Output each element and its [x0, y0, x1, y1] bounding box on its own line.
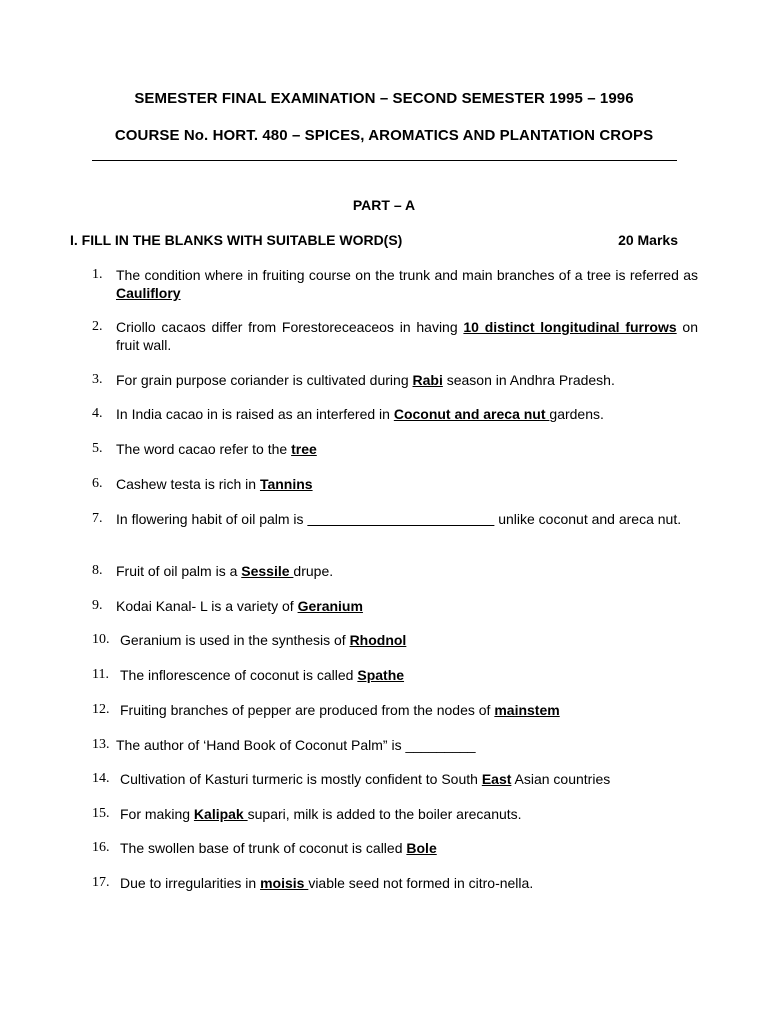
- question-text-end: on fruit wall.: [116, 319, 698, 353]
- question-text: The author of ‘Hand Book of Coconut Palm” is _________: [116, 737, 476, 753]
- question-text: Cashew testa is rich in: [116, 476, 260, 492]
- answer: Geranium: [297, 598, 363, 614]
- question-item: [92, 371, 698, 389]
- part-heading: PART – A: [352, 197, 416, 213]
- question-number: 3.: [92, 372, 103, 387]
- question-item: [92, 874, 698, 892]
- question-text: The word cacao refer to the: [116, 441, 292, 457]
- answer: Cauliflory: [116, 285, 181, 301]
- question-text: Kodai Kanal- L is a variety of: [116, 598, 298, 614]
- question-item: [92, 770, 698, 788]
- course-title: COURSE No. HORT. 480 – SPICES, AROMATICS AND PLANTATION CROPS: [114, 127, 654, 144]
- question-item: [92, 736, 698, 754]
- question-text-end: gardens.: [549, 406, 604, 422]
- question-number: 10.: [92, 632, 110, 647]
- answer: Spathe: [357, 667, 405, 683]
- question-text: Criollo cacaos differ from Forestoreceaceos in having: [116, 319, 464, 335]
- question-text: In flowering habit of oil palm is: [116, 511, 308, 527]
- exam-title: SEMESTER FINAL EXAMINATION – SECOND SEMESTER 1995 – 1996: [134, 90, 634, 107]
- question-text-end: viable seed not formed in citro-nella.: [308, 875, 534, 891]
- question-item: [92, 405, 698, 423]
- question-text-end: supari, milk is added to the boiler arecanuts.: [247, 806, 522, 822]
- question-item: [92, 475, 698, 493]
- question-number: 8.: [92, 563, 103, 578]
- question-text: For grain purpose coriander is cultivated during: [116, 372, 413, 388]
- answer: Sessile: [241, 563, 294, 579]
- question-text: Fruit of oil palm is a: [116, 563, 242, 579]
- question-number: 16.: [92, 840, 110, 855]
- question-text-end: drupe.: [293, 563, 334, 579]
- answer: mainstem: [494, 702, 560, 718]
- section-marks: 20 Marks: [618, 232, 678, 248]
- answer: tree: [291, 441, 317, 457]
- question-number: 12.: [92, 702, 110, 717]
- section-heading: [70, 232, 678, 248]
- answer: Coconut and areca nut: [393, 406, 550, 422]
- answer: Tannins: [259, 476, 313, 492]
- question-number: 15.: [92, 806, 110, 821]
- answer: East: [481, 771, 512, 787]
- question-item: [92, 631, 698, 649]
- question-item: [92, 701, 698, 719]
- answer: Rhodnol: [349, 632, 407, 648]
- question-number: 4.: [92, 406, 103, 421]
- question-number: 1.: [92, 267, 103, 282]
- question-number: 11.: [92, 667, 109, 682]
- question-number: 7.: [92, 511, 103, 526]
- question-item: [92, 597, 698, 615]
- question-item: [92, 839, 698, 857]
- question-item: [92, 666, 698, 684]
- question-item: [92, 510, 698, 528]
- answer: moisis: [260, 875, 309, 891]
- question-text-end: Asian countries: [511, 771, 611, 787]
- question-item: [92, 266, 698, 302]
- section-title: I. FILL IN THE BLANKS WITH SUITABLE WORD(S): [70, 232, 403, 248]
- question-text: The condition where in fruiting course on the trunk and main branches of a tree is referred as: [116, 267, 698, 283]
- answer: ________________________: [307, 511, 495, 527]
- question-text: Geranium is used in the synthesis of: [120, 632, 350, 648]
- question-text: Cultivation of Kasturi turmeric is mostly confident to South: [120, 771, 482, 787]
- question-number: 13.: [92, 737, 110, 752]
- question-text: The swollen base of trunk of coconut is called: [120, 840, 407, 856]
- question-text-end: unlike coconut and areca nut.: [494, 511, 682, 527]
- question-text: The inflorescence of coconut is called: [120, 667, 358, 683]
- answer: Rabi: [412, 372, 443, 388]
- divider-line: [92, 160, 677, 161]
- question-text: Fruiting branches of pepper are produced from the nodes of: [120, 702, 495, 718]
- answer: Bole: [406, 840, 437, 856]
- question-number: 14.: [92, 771, 110, 786]
- question-number: 6.: [92, 476, 103, 491]
- question-number: 9.: [92, 598, 103, 613]
- question-text: In India cacao in is raised as an interfered in: [116, 406, 394, 422]
- question-item: [92, 562, 698, 580]
- question-item: [92, 440, 698, 458]
- question-item: [92, 805, 698, 823]
- question-text: Due to irregularities in: [120, 875, 261, 891]
- answer: 10 distinct longitudinal furrows: [463, 319, 677, 335]
- question-number: 17.: [92, 875, 110, 890]
- question-text: For making: [120, 806, 194, 822]
- answer: Kalipak: [193, 806, 248, 822]
- question-number: 5.: [92, 441, 103, 456]
- question-number: 2.: [92, 319, 103, 334]
- question-item: [92, 318, 698, 354]
- question-text-end: season in Andhra Pradesh.: [442, 372, 615, 388]
